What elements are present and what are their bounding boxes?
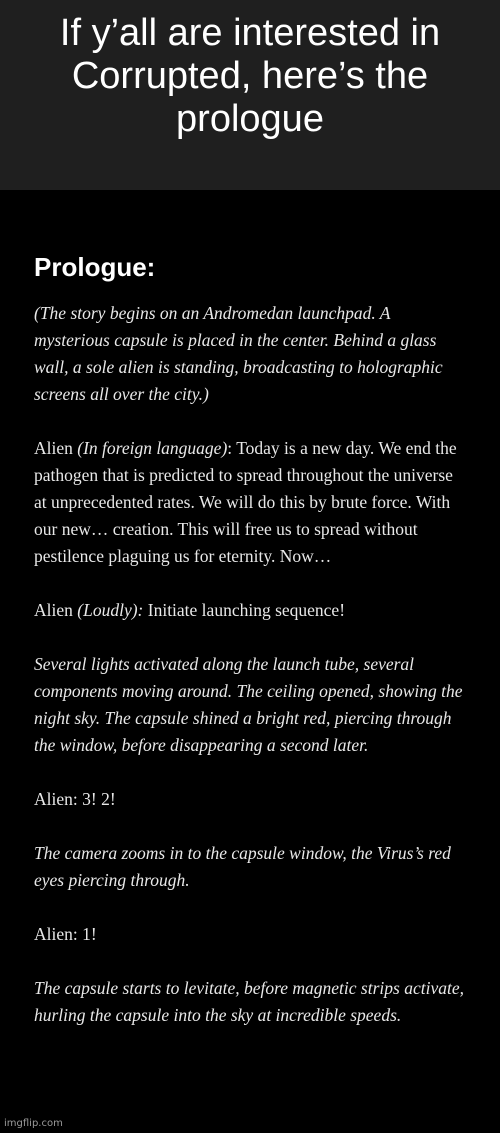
paragraph-stage-setting: (The story begins on an Andromedan launchpad. A mysterious capsule is placed in the center. Behind a glass wall, a sole alien is standing, broadcasting to holographic screens all over the city.) xyxy=(34,303,443,404)
paragraph-countdown-3-2: Alien: 3! 2! xyxy=(34,789,116,809)
meme-caption-text: If y’all are interested in Corrupted, here’s the prologue xyxy=(59,12,441,140)
imgflip-watermark: imgflip.com xyxy=(4,1118,63,1129)
paragraph-alien-command xyxy=(34,597,466,624)
dialogue-text: Initiate launching sequence! xyxy=(143,600,346,620)
dialogue-text: : Today is a new day. We end the pathogen that is predicted to spread throughout the universe at unprecedented rates. We will do this by brute force. With our new… creation. This will free us to spread without pestilence plaguing us for eternity. Now… xyxy=(34,438,457,566)
stage-direction: (Loudly): xyxy=(77,600,144,620)
meme-caption-panel xyxy=(0,0,500,190)
paragraph-camera-zoom: The camera zooms in to the capsule window, the Virus’s red eyes piercing through. xyxy=(34,843,451,890)
prologue-document xyxy=(0,190,500,1133)
prologue-heading: Prologue: xyxy=(34,252,156,282)
speaker-label: Alien xyxy=(34,600,73,620)
speaker-label: Alien xyxy=(34,438,73,458)
stage-direction: (In foreign language) xyxy=(77,438,228,458)
paragraph-countdown-1: Alien: 1! xyxy=(34,924,97,944)
paragraph-alien-speech xyxy=(34,435,466,570)
paragraph-launch-description: Several lights activated along the launch tube, several components moving around. The ceiling opened, showing the night sky. The capsule shined a bright red, piercing through the window, before disappearing a second later. xyxy=(34,654,463,755)
paragraph-capsule-launch: The capsule starts to levitate, before magnetic strips activate, hurling the capsule into the sky at incredible speeds. xyxy=(34,978,464,1025)
